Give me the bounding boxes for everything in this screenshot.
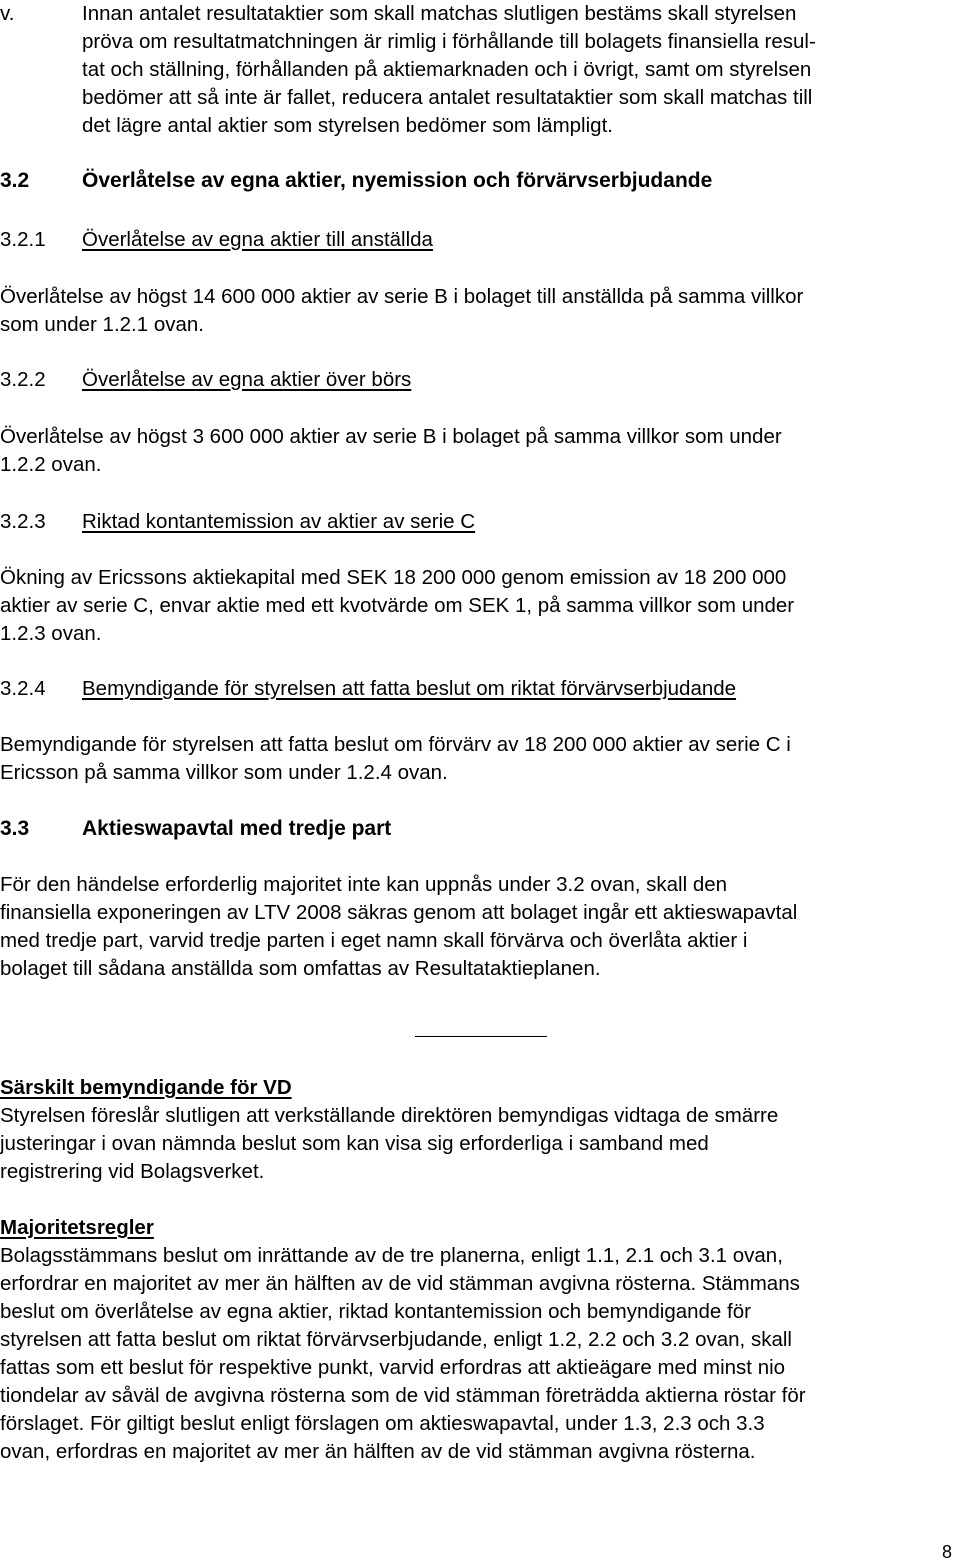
section-title: Aktieswapavtal med tredje part — [82, 817, 392, 840]
section-heading-majority: Majoritetsregler — [0, 1216, 154, 1239]
paragraph-line: bedömer att så inte är fallet, reducera antalet resultataktier som skall matchas till — [82, 86, 813, 109]
paragraph-line: Bemyndigande för styrelsen att fatta beslut om förvärv av 18 200 000 aktier av serie C i — [0, 733, 791, 756]
page-number: 8 — [941, 1542, 952, 1562]
paragraph-3-2-3 — [0, 564, 794, 648]
paragraph-line: justeringar i ovan nämnda beslut som kan visa sig erforderliga i samband med — [0, 1132, 709, 1155]
section-number: 3.3 — [0, 817, 30, 840]
section-title: Överlåtelse av egna aktier, nyemission och förvärvserbjudande — [82, 169, 713, 192]
paragraph-line: styrelsen att fatta beslut om riktat förvärvserbjudande, enligt 1.2, 2.2 och 3.2 ovan, skall — [0, 1328, 792, 1351]
paragraph-line: förslaget. För giltigt beslut enligt förslagen om aktieswapavtal, under 1.3, 2.3 och 3.3 — [0, 1412, 765, 1435]
list-marker: v. — [0, 2, 15, 25]
paragraph-line: För den händelse erforderlig majoritet inte kan uppnås under 3.2 ovan, skall den — [0, 873, 728, 896]
subsection-number: 3.2.2 — [0, 368, 46, 391]
paragraph-line: bolaget till sådana anställda som omfattas av Resultataktieplanen. — [0, 957, 601, 980]
paragraph-line: Bolagsstämmans beslut om inrättande av de tre planerna, enligt 1.1, 2.1 och 3.1 ovan, — [0, 1244, 783, 1267]
subsection-title: Överlåtelse av egna aktier över börs — [82, 368, 412, 391]
subsection-number: 3.2.4 — [0, 677, 46, 700]
paragraph-3-3 — [0, 871, 797, 983]
paragraph-line: Överlåtelse av högst 14 600 000 aktier av serie B i bolaget till anställda på samma villkor — [0, 285, 804, 308]
subsection-title: Riktad kontantemission av aktier av serie C — [82, 510, 476, 533]
paragraph-line: som under 1.2.1 ovan. — [0, 313, 204, 336]
paragraph-line: ovan, erfordras en majoritet av mer än hälften av de vid stämman avgivna rösterna. — [0, 1440, 756, 1463]
subsection-number: 3.2.1 — [0, 228, 46, 251]
section-heading-vd: Särskilt bemyndigande för VD — [0, 1076, 292, 1099]
section-vd — [0, 1074, 778, 1186]
section-majority — [0, 1214, 806, 1466]
section-number: 3.2 — [0, 169, 30, 192]
paragraph-line: erfordrar en majoritet av mer än hälften av de vid stämman avgivna rösterna. Stämmans — [0, 1272, 800, 1295]
paragraph-3-2-1 — [0, 283, 803, 339]
subsection-title: Överlåtelse av egna aktier till anställda — [82, 228, 433, 251]
paragraph-3-2-4 — [0, 731, 791, 787]
paragraph-line: finansiella exponeringen av LTV 2008 säkras genom att bolaget ingår ett aktieswapavtal — [0, 901, 798, 924]
paragraph-line: med tredje part, varvid tredje parten i eget namn skall förvärva och överlåta aktier i — [0, 929, 748, 952]
paragraph-line: Ökning av Ericssons aktiekapital med SEK 18 200 000 genom emission av 18 200 000 — [0, 566, 787, 589]
paragraph-line: tiondelar av såväl de avgivna rösterna som de vid stämman företrädda aktierna röstar för — [0, 1384, 806, 1407]
paragraph-line: Innan antalet resultataktier som skall matchas slutligen bestäms skall styrelsen — [82, 2, 797, 25]
paragraph-line: 1.2.2 ovan. — [0, 453, 102, 476]
paragraph-3-2-2 — [0, 423, 782, 479]
subsection-title: Bemyndigande för styrelsen att fatta beslut om riktat förvärvserbjudande — [82, 677, 737, 700]
paragraph-line: tat och ställning, förhållanden på aktiemarknaden och i övrigt, samt om styrelsen — [82, 58, 812, 81]
paragraph-line: beslut om överlåtelse av egna aktier, riktad kontantemission och bemyndigande för — [0, 1300, 751, 1323]
subsection-number: 3.2.3 — [0, 510, 46, 533]
separator-rule — [415, 1036, 547, 1037]
paragraph-line: 1.2.3 ovan. — [0, 622, 102, 645]
paragraph-line: Ericsson på samma villkor som under 1.2.4 ovan. — [0, 761, 448, 784]
paragraph-line: Styrelsen föreslår slutligen att verkställande direktören bemyndigas vidtaga de smärre — [0, 1104, 779, 1127]
paragraph-line: registrering vid Bolagsverket. — [0, 1160, 265, 1183]
paragraph-line: Överlåtelse av högst 3 600 000 aktier av serie B i bolaget på samma villkor som under — [0, 425, 782, 448]
paragraph-line: det lägre antal aktier som styrelsen bedömer som lämpligt. — [82, 114, 613, 137]
paragraph-line: fattas som ett beslut för respektive punkt, varvid erfordras att aktieägare med minst nio — [0, 1356, 786, 1379]
paragraph-line: aktier av serie C, envar aktie med ett kvotvärde om SEK 1, på samma villkor som under — [0, 594, 795, 617]
paragraph-line: pröva om resultatmatchningen är rimlig i förhållande till bolagets finansiella resul- — [82, 30, 816, 53]
